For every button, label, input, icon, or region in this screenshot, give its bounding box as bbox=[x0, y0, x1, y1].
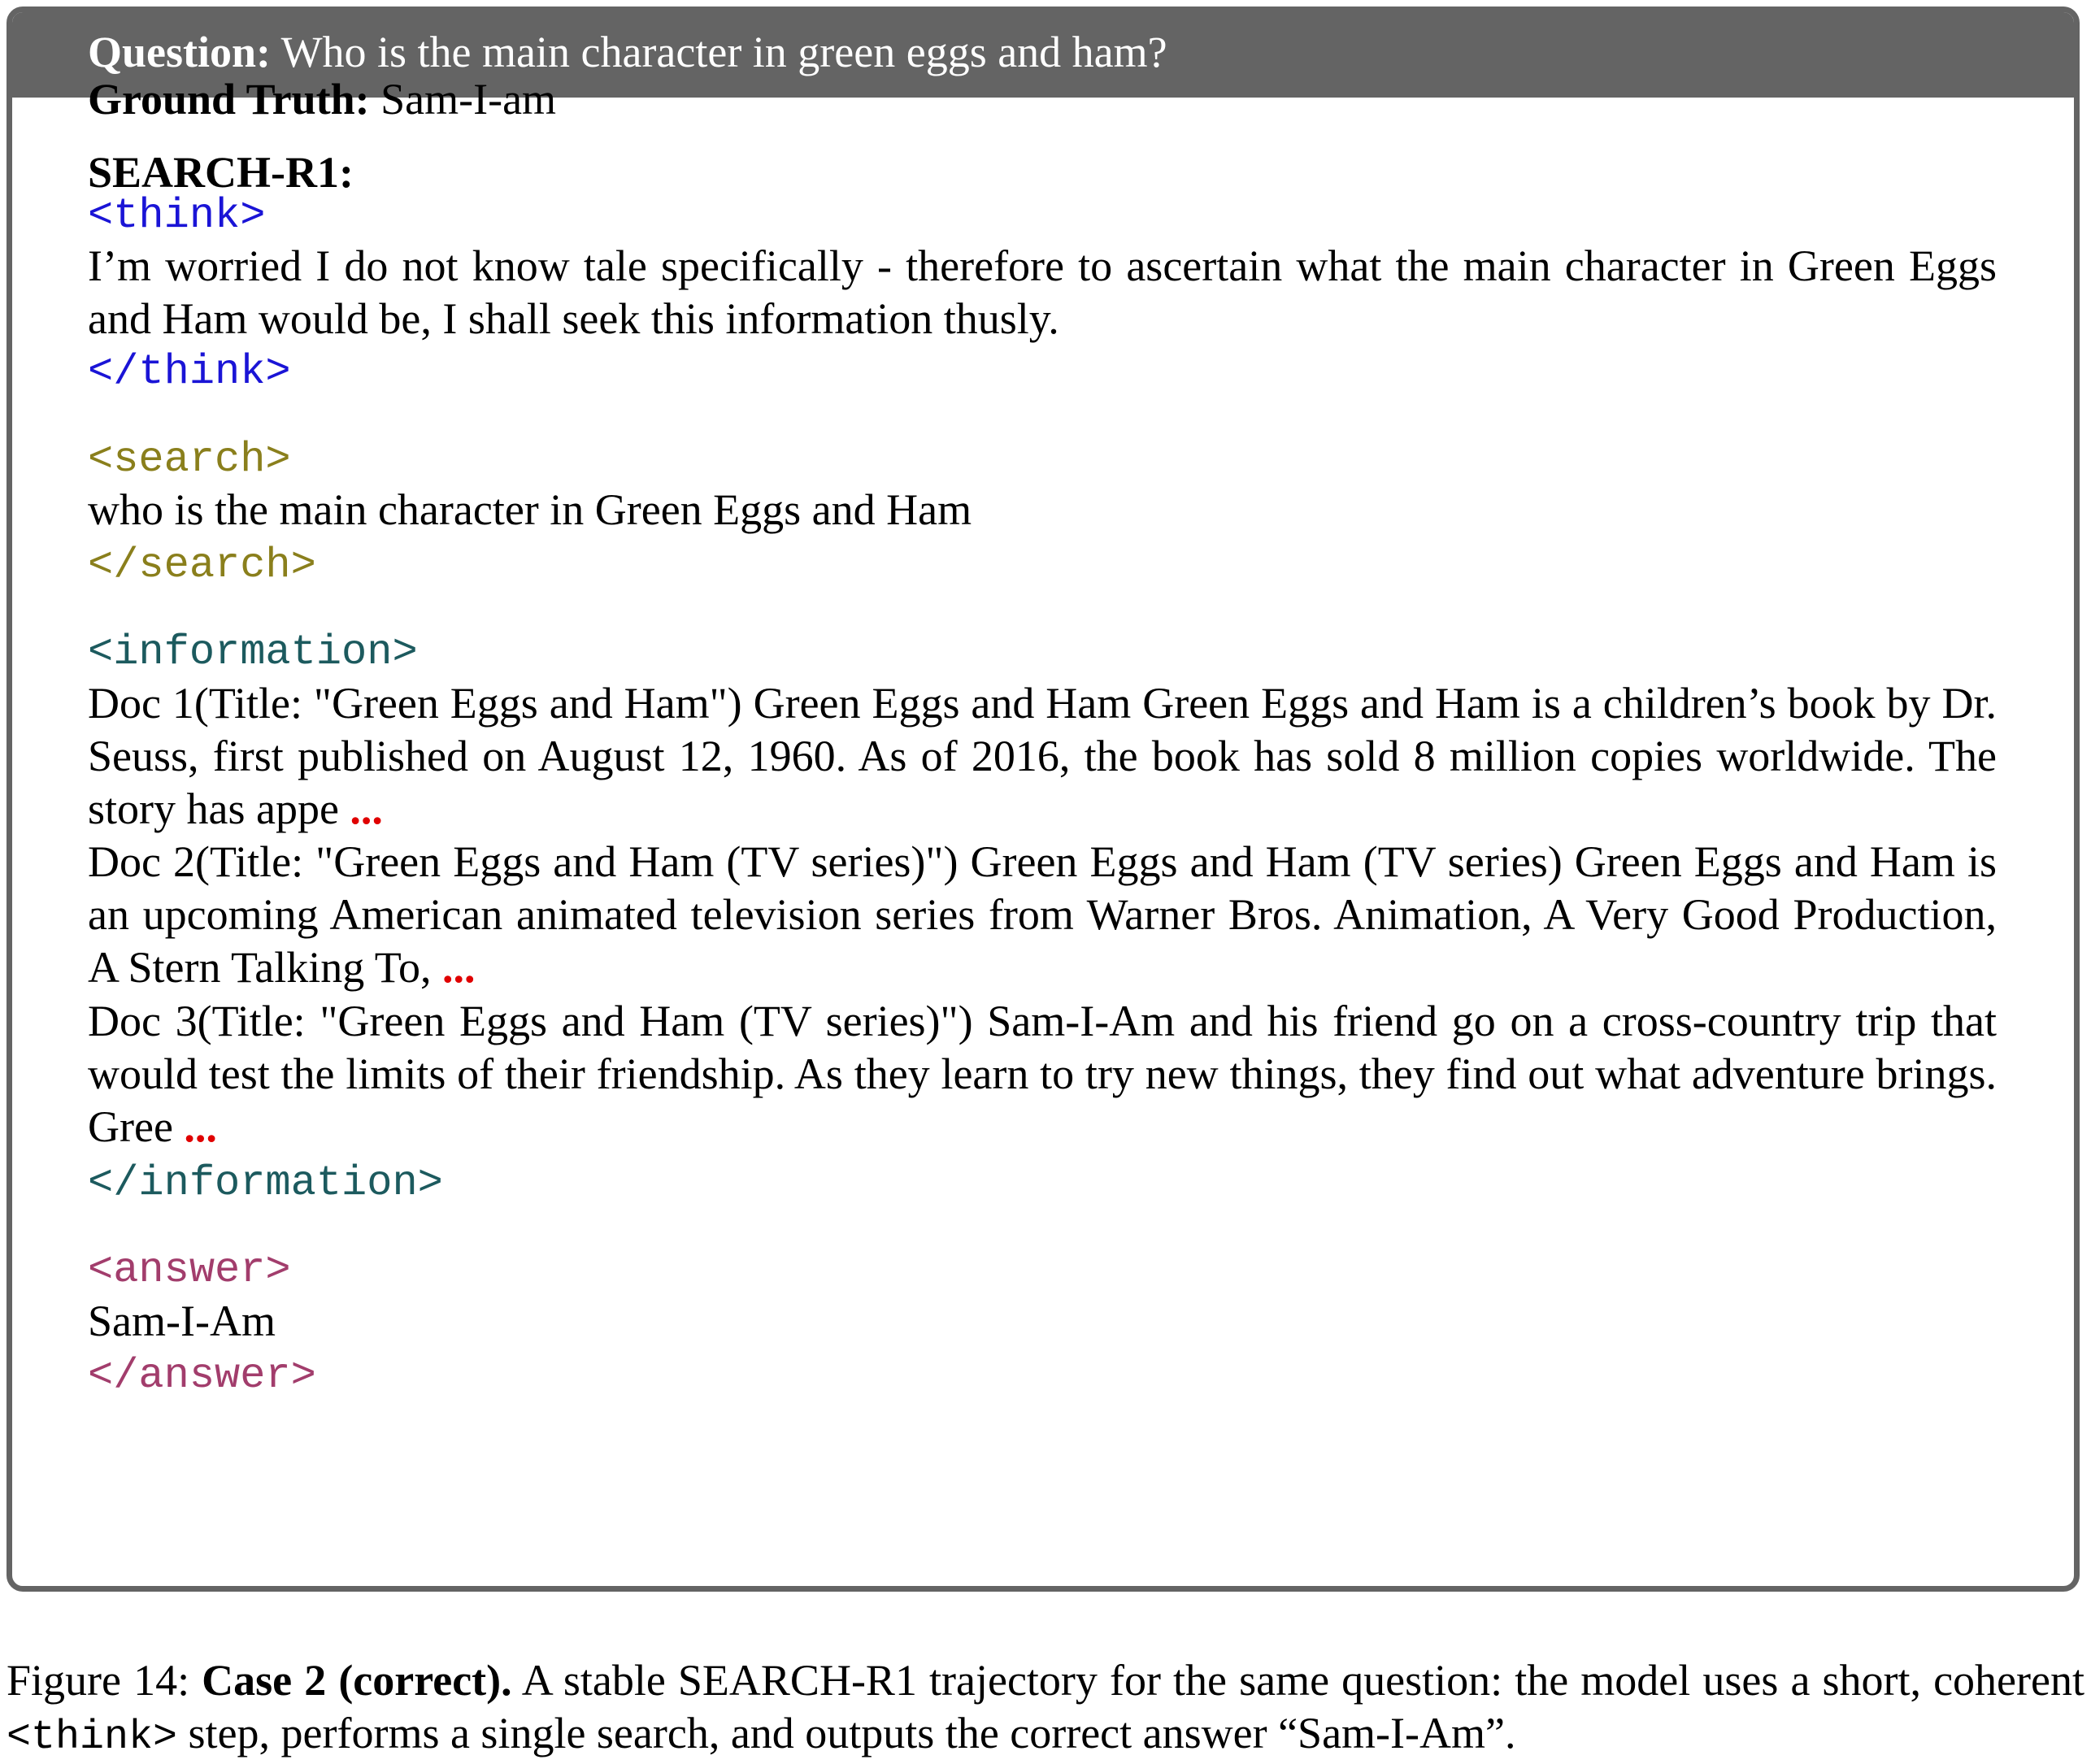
ground-truth-label: Ground Truth: bbox=[88, 75, 370, 124]
doc-1-text: Doc 1(Title: "Green Eggs and Ham") Green Eggs and Ham Green Eggs and Ham is a children’s book by Dr. Seuss, first published on August 12, 1960. As of 2016, the book has sold 8 million copies worldwide. The story has appe bbox=[88, 679, 1997, 833]
truncation-ellipsis: ... bbox=[441, 943, 476, 992]
information-close-tag: </information> bbox=[88, 1159, 443, 1207]
caption-think-tag: <think> bbox=[7, 1714, 178, 1761]
answer-text: Sam-I-Am bbox=[88, 1297, 276, 1345]
caption-text-1: A stable SEARCH-R1 trajectory for the same question: the model uses a short, coherent bbox=[521, 1656, 2084, 1705]
think-open-tag: <think> bbox=[88, 192, 266, 240]
think-text: I’m worried I do not know tale specifically - therefore to ascertain what the main character in Green Eggs and Ham would be, I shall seek this information thusly. bbox=[88, 241, 1997, 343]
question-text: Who is the main character in green eggs and ham? bbox=[280, 28, 1167, 76]
ground-truth-value: Sam-I-am bbox=[380, 75, 557, 124]
case-study-box bbox=[7, 7, 2080, 1592]
search-close-tag: </search> bbox=[88, 541, 316, 589]
answer-open-tag: <answer> bbox=[88, 1246, 291, 1294]
doc-3-text: Doc 3(Title: "Green Eggs and Ham (TV series)") Sam-I-Am and his friend go on a cross-country trip that would test the limits of their friendship. As they learn to try new things, they find out what adventure brings. Gree bbox=[88, 997, 1997, 1151]
information-open-tag: <information> bbox=[88, 628, 418, 676]
truncation-ellipsis: ... bbox=[184, 1102, 217, 1151]
think-close-tag: </think> bbox=[88, 348, 291, 396]
caption-text-2: step, performs a single search, and outputs the correct answer “Sam-I-Am”. bbox=[188, 1709, 1516, 1757]
search-query: who is the main character in Green Eggs and Ham bbox=[88, 485, 972, 534]
model-label: SEARCH-R1: bbox=[88, 148, 354, 197]
search-open-tag: <search> bbox=[88, 436, 291, 484]
caption-bold-title: Case 2 (correct). bbox=[202, 1656, 512, 1705]
retrieved-doc-2 bbox=[88, 836, 1997, 994]
figure-number: Figure 14: bbox=[7, 1656, 190, 1705]
retrieved-doc-1 bbox=[88, 677, 1997, 836]
question-label: Question: bbox=[88, 28, 272, 76]
truncation-ellipsis: ... bbox=[350, 784, 383, 833]
figure-caption bbox=[7, 1654, 2084, 1764]
answer-close-tag: </answer> bbox=[88, 1352, 316, 1400]
ground-truth-line bbox=[88, 73, 1997, 126]
retrieved-doc-3 bbox=[88, 995, 1997, 1154]
doc-2-text: Doc 2(Title: "Green Eggs and Ham (TV series)") Green Eggs and Ham (TV series) Green Eggs and Ham is an upcoming American animated television series from Warner Bros. Animation, A Very Good Production, A Stern Talking To, bbox=[88, 837, 1997, 992]
